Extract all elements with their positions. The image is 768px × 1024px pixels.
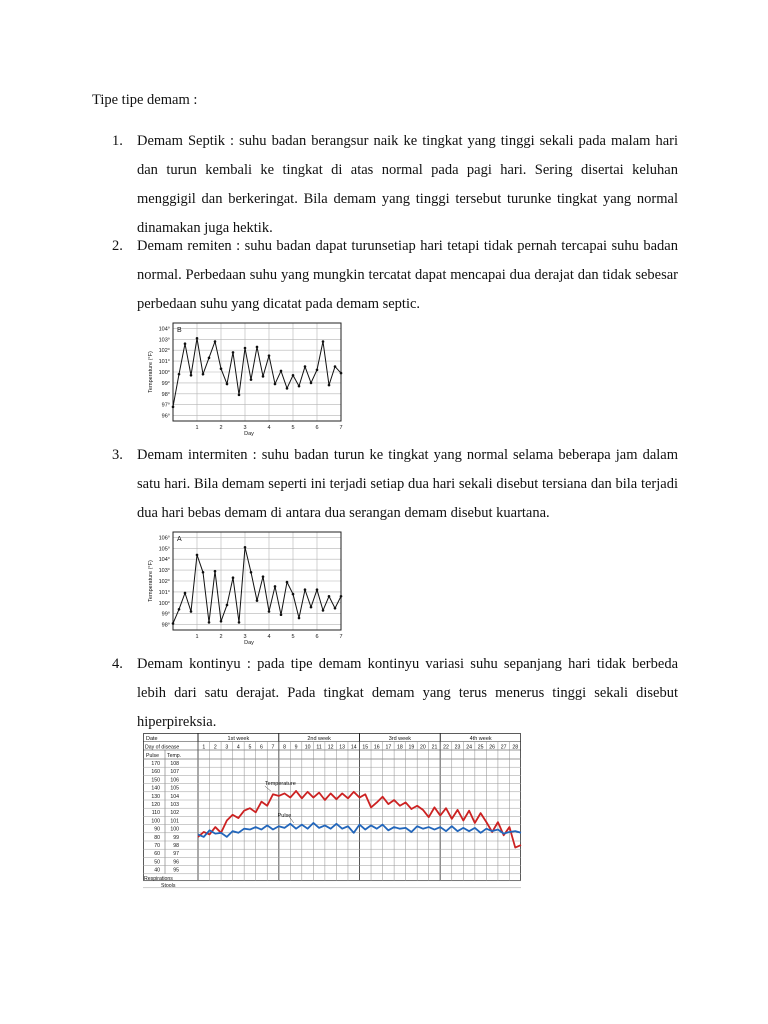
y-tick-label: 104° [158,557,170,564]
y-tick-label: 98° [161,622,170,629]
data-point [304,365,307,368]
day-number: 21 [431,744,438,751]
list-item-remiten [112,232,678,319]
y-tick-label: 101° [158,359,170,366]
x-tick-label: 1 [195,425,199,431]
data-point [208,621,211,624]
x-tick-label: 6 [315,425,319,431]
day-number: 28 [512,744,519,751]
day-number: 25 [477,744,484,751]
date-label: Date [146,736,158,742]
x-tick-label: 5 [291,425,295,431]
pulse-tick: 130 [151,793,160,800]
y-tick-label: 97° [161,402,170,409]
data-point [244,347,247,350]
data-point [274,383,277,386]
temp-col-label: Temp. [167,753,182,759]
panel-letter: B [177,327,182,334]
list-item-kontinyu [112,650,678,737]
chart-kontinyu [143,733,523,889]
day-number: 7 [271,744,275,751]
data-point [340,595,343,598]
data-point [268,354,271,357]
x-tick-label: 7 [339,425,343,431]
day-number: 12 [327,744,334,751]
data-point [304,588,307,591]
temp-tick: 108 [170,761,179,767]
x-tick-label: 3 [243,425,247,431]
x-tick-label: 5 [291,634,295,640]
data-point [202,571,205,574]
panel-letter: A [177,536,182,543]
day-number: 23 [454,744,461,751]
day-number: 17 [385,744,392,751]
temp-tick: 102 [170,810,179,817]
y-tick-label: 100° [158,600,170,607]
list-item-septik [112,127,678,243]
x-tick-label: 3 [243,634,247,640]
x-tick-label: 2 [219,634,223,640]
week-label: 2nd week [307,736,331,742]
data-point [298,617,301,620]
temp-tick: 96 [173,859,179,866]
data-point [184,592,187,595]
data-point [250,571,253,574]
temp-tick: 104 [170,793,179,800]
temperature-series-label: Temperature [264,781,296,788]
y-tick-label: 99° [161,611,170,618]
temp-tick: 95 [173,867,179,874]
data-point [190,374,193,377]
data-point [322,609,325,612]
y-axis-label: Temperature (°F) [148,351,154,393]
temp-tick: 105 [170,785,179,792]
list-text: Demam intermiten : suhu badan turun ke tingkat yang normal selama beberapa jam dalam satu hari. Bila demam seperti ini terjadi setiap dua hari sekali disebut tersiana dan bila terjadi dua hari bebas demam di antara dua serangan demam disebut kuartana. [137,447,678,521]
chart-intermiten [145,526,345,644]
day-number: 3 [225,744,229,751]
data-point [316,588,319,591]
x-tick-label: 4 [267,634,271,640]
y-tick-label: 102° [158,348,170,355]
data-point [310,382,313,385]
pulse-tick: 50 [154,859,160,866]
list-text: Demam Septik : suhu badan berangsur naik ke tingkat yang tinggi sekali pada malam hari dan turun kembali ke tingkat di atas normal pada pagi hari. Sering disertai keluhan menggigil dan berkeringat. Bila demam yang tinggi tersebut turunke tingkat yang normal dinamakan juga hektik. [137,133,678,236]
data-point [340,372,343,375]
week-label: 1st week [227,736,250,742]
data-point [298,385,301,388]
data-point [268,610,271,613]
data-point [208,357,211,360]
day-number: 18 [396,744,403,751]
data-point [172,406,175,409]
x-tick-label: 6 [315,634,319,640]
data-point [334,607,337,610]
week-label: 3rd week [388,736,412,742]
day-number: 20 [420,744,426,751]
data-point [196,337,199,340]
y-tick-label: 103° [158,337,170,344]
y-tick-label: 100° [158,370,170,376]
data-point [214,570,217,573]
list-number: 2. [112,238,123,254]
temp-tick: 100 [170,826,179,833]
data-point [232,351,235,354]
temp-tick: 103 [170,802,179,808]
temp-tick: 107 [170,769,179,776]
data-point [190,610,193,613]
day-number: 2 [213,744,217,751]
temp-tick: 99 [173,834,179,841]
data-point [328,384,331,387]
data-point [244,546,247,549]
data-point [172,622,175,625]
temp-tick: 98 [173,843,179,849]
y-tick-label: 98° [161,391,170,398]
list-number: 1. [112,133,123,149]
y-tick-label: 106° [158,535,170,542]
data-point [238,621,241,624]
list-number: 4. [112,656,123,672]
y-tick-label: 99° [161,380,170,387]
y-tick-label: 105° [158,546,170,553]
y-tick-label: 103° [158,568,170,575]
chart-remiten [145,317,345,437]
pulse-tick: 150 [151,777,160,784]
data-point [184,342,187,345]
data-point [238,394,241,397]
series-line [173,338,341,407]
day-number: 1 [202,744,206,751]
list-text: Demam remiten : suhu badan dapat turunsetiap hari tetapi tidak pernah tercapai suhu badan normal. Perbedaan suhu yang mungkin tercatat dapat mencapai dua derajat dan tidak sebesar perbedaan suhu yang dicatat pada demam septic. [137,238,678,312]
data-point [214,340,217,343]
data-point [310,606,313,609]
pulse-series-label: Pulse [277,813,292,820]
footer-row-label: Respirations [144,875,173,882]
temp-tick: 106 [170,777,179,784]
chart-frame [144,734,521,881]
data-point [286,581,289,584]
day-number: 9 [294,744,298,751]
data-point [334,365,337,368]
data-point [178,608,181,611]
data-point [232,576,235,579]
day-number: 10 [304,744,311,751]
day-number: 16 [373,744,380,751]
day-number: 5 [248,744,252,751]
temp-tick: 101 [170,818,179,825]
data-point [226,383,229,386]
pulse-tick: 90 [154,826,160,833]
data-point [196,554,199,557]
list-number: 3. [112,447,123,463]
x-tick-label: 1 [195,634,199,640]
day-number: 26 [489,744,496,751]
y-tick-label: 102° [158,579,170,585]
day-number: 6 [260,744,263,751]
y-tick-label: 96° [161,413,170,420]
data-point [226,604,229,607]
pulse-col-label: Pulse [146,753,159,759]
pulse-tick: 80 [154,834,160,841]
data-point [220,620,223,623]
pulse-tick: 60 [154,851,160,858]
data-point [316,369,319,372]
data-point [328,595,331,598]
y-axis-label: Temperature (°F) [148,560,154,602]
data-point [256,346,259,349]
day-number: 27 [500,744,507,751]
data-point [292,374,295,377]
day-number: 19 [408,744,415,751]
day-number: 22 [443,744,449,751]
x-tick-label: 2 [219,425,223,431]
pulse-tick: 120 [151,802,160,808]
pulse-tick: 40 [154,867,160,874]
day-of-disease-label: Day of disease [145,744,180,751]
pulse-tick: 140 [151,785,160,792]
data-point [280,613,283,616]
x-axis-label: Day [244,431,254,437]
data-point [262,375,265,378]
day-number: 15 [362,744,369,751]
data-point [220,367,223,370]
y-tick-label: 101° [158,589,170,596]
x-tick-label: 4 [267,425,271,431]
data-point [262,575,265,578]
day-number: 14 [350,744,357,751]
data-point [322,340,325,343]
temp-tick: 97 [173,851,179,858]
day-number: 8 [283,744,286,751]
data-point [292,593,295,596]
day-number: 13 [339,744,346,751]
list-item-intermiten [112,441,678,528]
pulse-tick: 110 [151,810,160,817]
data-point [250,378,253,381]
day-number: 4 [236,744,240,751]
data-point [286,387,289,390]
day-number: 24 [466,744,472,751]
x-axis-label: Day [244,640,254,646]
data-point [178,373,181,376]
y-tick-label: 104° [158,326,170,333]
data-point [280,370,283,373]
data-point [256,599,259,602]
week-label: 4th week [469,736,492,742]
day-number: 11 [316,744,322,751]
data-point [274,585,277,588]
pulse-tick: 100 [151,818,160,825]
data-point [202,373,205,376]
pulse-tick: 170 [151,761,160,767]
list-text: Demam kontinyu : pada tipe demam kontinyu variasi suhu sepanjang hari tidak berbeda lebih dari satu derajat. Pada tingkat demam yang terus menerus tinggi sekali disebut hiperpireksia. [137,656,678,730]
x-tick-label: 7 [339,634,343,640]
pulse-tick: 70 [154,843,160,849]
pulse-tick: 160 [151,769,160,776]
footer-row-label: Stools [161,882,176,889]
page-heading: Tipe tipe demam : [92,92,198,108]
series-line [173,547,341,623]
